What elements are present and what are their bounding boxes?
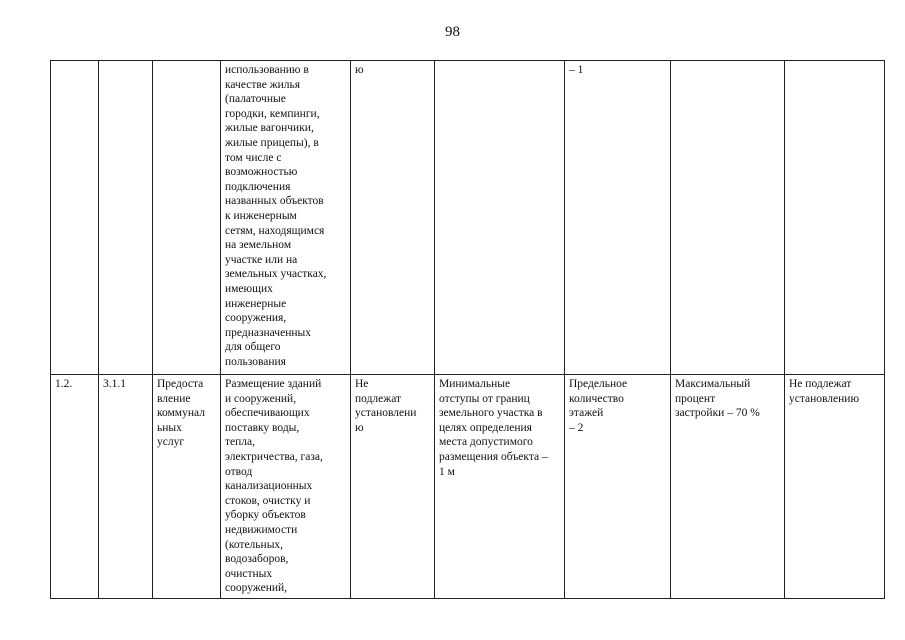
cell-other: Не подлежат установлению (785, 375, 885, 599)
cell-number (51, 61, 99, 375)
cell-area-limits: Не подлежат установлени ю (351, 375, 435, 599)
land-use-table (50, 60, 885, 599)
cell-code (99, 61, 153, 375)
cell-coverage (671, 61, 785, 375)
cell-number: 1.2. (51, 375, 99, 599)
cell-setbacks (435, 61, 565, 375)
cell-floors: – 1 (565, 61, 671, 375)
cell-use-name (153, 61, 221, 375)
cell-other (785, 61, 885, 375)
cell-use-description: использованию в качестве жилья (палаточные городки, кемпинги, жилые вагончики, жилые прицепы), в том числе с возможностью подключения названных объектов к инженерным сетям, находящимся на земельном участке или на земельных участках, имеющих инженерные сооружения, предназначенных для общего пользования (221, 61, 351, 375)
cell-setbacks: Минимальные отступы от границ земельного участка в целях определения места допустимого размещения объекта – 1 м (435, 375, 565, 599)
table-row-continuation (51, 61, 885, 375)
cell-code: 3.1.1 (99, 375, 153, 599)
cell-use-description: Размещение зданий и сооружений, обеспечивающих поставку воды, тепла, электричества, газа, отвод канализационных стоков, очистку и уборку объектов недвижимости (котельных, водозаборов, очистных сооружений, (221, 375, 351, 599)
cell-coverage: Максимальный процент застройки – 70 % (671, 375, 785, 599)
cell-floors: Предельное количество этажей – 2 (565, 375, 671, 599)
page-number: 98 (445, 24, 460, 40)
table-row (51, 375, 885, 599)
cell-use-name: Предоста вление коммунал ьных услуг (153, 375, 221, 599)
cell-area-limits: ю (351, 61, 435, 375)
